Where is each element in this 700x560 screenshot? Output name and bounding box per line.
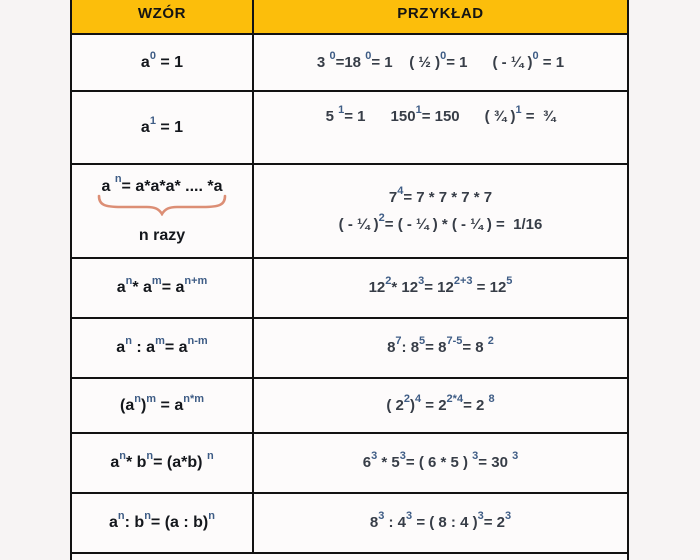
exponent-superscript: 0 bbox=[329, 49, 336, 62]
example-text: $8^7$: $8^5= 8^{7-5}= 8$ $^2$ bbox=[387, 335, 494, 356]
example-text: $6^3 * 5^3=$ ( 6 * 5 ) $^3$= 30 $^3$ bbox=[362, 450, 519, 471]
example-text: $12^2*$ $12^3= 12^{2+3} = 12^5$ bbox=[368, 275, 513, 296]
table-row bbox=[72, 494, 627, 554]
table-row bbox=[72, 259, 627, 319]
exponent-superscript: 3 bbox=[378, 510, 385, 522]
exponent-superscript: 3 bbox=[505, 510, 512, 522]
exponent-superscript: n*m bbox=[183, 392, 204, 405]
formula-cell bbox=[72, 92, 254, 163]
exponent-superscript: 7 bbox=[395, 335, 402, 347]
formula-cell bbox=[72, 259, 254, 317]
formula-text: a $^n$= a*a*a* .... *a bbox=[101, 173, 223, 195]
exponent-superscript: 2 bbox=[487, 335, 494, 347]
formula-cell bbox=[72, 35, 254, 90]
example-text: $7^4= 7 * 7 * 7 * 7$ bbox=[388, 184, 493, 206]
example-cell bbox=[254, 35, 627, 90]
example-cell bbox=[254, 165, 627, 257]
exponent-superscript: n bbox=[144, 510, 151, 523]
exponent-superscript: 5 bbox=[506, 275, 513, 287]
formula-text: $a^n$: $b^n= (a$ : b)$^n$ bbox=[109, 510, 215, 532]
formula-text: $a^n*$ $b^n= (a*b)$ $^n$ bbox=[110, 450, 214, 472]
formula-annotation: n razy bbox=[138, 227, 186, 244]
exponent-superscript: 2*4 bbox=[446, 392, 464, 405]
example-text: ( - ¼ )$^2$= ( - ¼ ) * ( - ¼ ) = 1/16 bbox=[338, 211, 543, 233]
exponent-rules-table bbox=[70, 0, 629, 560]
example-cell bbox=[254, 319, 627, 377]
exponent-superscript: n bbox=[119, 450, 126, 463]
exponent-superscript: 2+3 bbox=[453, 275, 473, 287]
exponent-superscript: 5 bbox=[419, 335, 426, 347]
exponent-superscript: 0 bbox=[440, 49, 447, 62]
column-header-wzor-label: WZÓR bbox=[137, 5, 187, 22]
exponent-superscript: 0 bbox=[365, 49, 372, 62]
exponent-superscript: n bbox=[117, 510, 125, 523]
exponent-superscript: 2 bbox=[385, 275, 392, 287]
example-cell bbox=[254, 92, 627, 163]
exponent-superscript: n bbox=[208, 510, 215, 523]
formula-text: $a^n*$ $a^m= a^{n+m}$ bbox=[116, 275, 208, 297]
exponent-superscript: m bbox=[146, 392, 157, 405]
exponent-superscript: 0 bbox=[149, 49, 156, 62]
table-header-row bbox=[72, 0, 627, 35]
exponent-superscript: n bbox=[125, 335, 132, 348]
formula-cell bbox=[72, 319, 254, 377]
exponent-superscript: n bbox=[125, 275, 133, 288]
formula-cell bbox=[72, 379, 254, 432]
formula-cell bbox=[72, 165, 254, 257]
exponent-superscript: n bbox=[206, 450, 214, 463]
example-cell bbox=[254, 379, 627, 432]
formula-text: $(a^n)^m = a^{n*m}$ bbox=[120, 392, 204, 414]
exponent-superscript: 4 bbox=[397, 184, 404, 197]
exponent-superscript: n+m bbox=[184, 275, 208, 288]
example-cell bbox=[254, 259, 627, 317]
example-text: 3 $^0$=18 $^0$= 1 ( ½ )$^0$= 1 ( - ¼ )$^0$ = 1 bbox=[316, 49, 565, 71]
exponent-superscript: 1 bbox=[338, 103, 345, 116]
exponent-superscript: n-m bbox=[187, 335, 208, 348]
formula-cell bbox=[72, 494, 254, 552]
exponent-superscript: 1 bbox=[515, 103, 522, 116]
example-text: ( $2^2)^4 = 2^{2*4}= 2$ $^8$ bbox=[386, 392, 495, 414]
example-text: 5 $^1$= 1 $150^1= 150$ ( ¾ )$^1$ = ¾ bbox=[325, 103, 556, 125]
exponent-superscript: 7-5 bbox=[446, 335, 463, 347]
underbrace-curly-icon bbox=[95, 193, 229, 216]
formula-text: $a^n$ : $a^m= a^{n-m}$ bbox=[116, 335, 208, 357]
example-cell bbox=[254, 434, 627, 492]
exponent-superscript: 3 bbox=[406, 510, 413, 522]
exponent-superscript: 3 bbox=[472, 450, 479, 462]
table-row bbox=[72, 379, 627, 434]
exponent-superscript: 1 bbox=[415, 103, 422, 116]
exponent-superscript: 3 bbox=[512, 450, 519, 462]
table-row bbox=[72, 165, 627, 259]
column-header-wzor bbox=[72, 0, 254, 33]
exponent-superscript: 8 bbox=[488, 392, 495, 405]
exponent-superscript: m bbox=[155, 335, 165, 348]
exponent-superscript: m bbox=[151, 275, 162, 288]
column-header-przyklad bbox=[254, 0, 627, 33]
column-header-przyklad-label: PRZYKŁAD bbox=[397, 5, 484, 22]
table-row bbox=[72, 92, 627, 165]
table-rows bbox=[72, 35, 627, 554]
formula-cell bbox=[72, 434, 254, 492]
exponent-superscript: 3 bbox=[418, 275, 425, 287]
exponent-superscript: n bbox=[146, 450, 154, 463]
example-text: $8^3$ : $4^3$ = ( 8 : 4 )$^3= 2^3$ bbox=[369, 510, 512, 531]
exponent-superscript: 2 bbox=[403, 392, 410, 405]
formula-text: $a^0 = 1$ bbox=[140, 49, 184, 71]
table-row bbox=[72, 319, 627, 379]
exponent-superscript: 4 bbox=[414, 392, 422, 405]
formula-text: $a^1 = 1$ bbox=[140, 114, 184, 136]
example-cell bbox=[254, 494, 627, 552]
exponent-superscript: 1 bbox=[149, 114, 156, 127]
table-row bbox=[72, 35, 627, 92]
table-row bbox=[72, 434, 627, 494]
exponent-superscript: 0 bbox=[532, 49, 539, 62]
exponent-superscript: n bbox=[114, 173, 122, 186]
exponent-superscript: 2 bbox=[378, 211, 385, 224]
exponent-superscript: 3 bbox=[371, 450, 378, 462]
exponent-superscript: 3 bbox=[477, 510, 484, 522]
exponent-superscript: n bbox=[134, 392, 141, 405]
exponent-superscript: 3 bbox=[399, 450, 406, 462]
